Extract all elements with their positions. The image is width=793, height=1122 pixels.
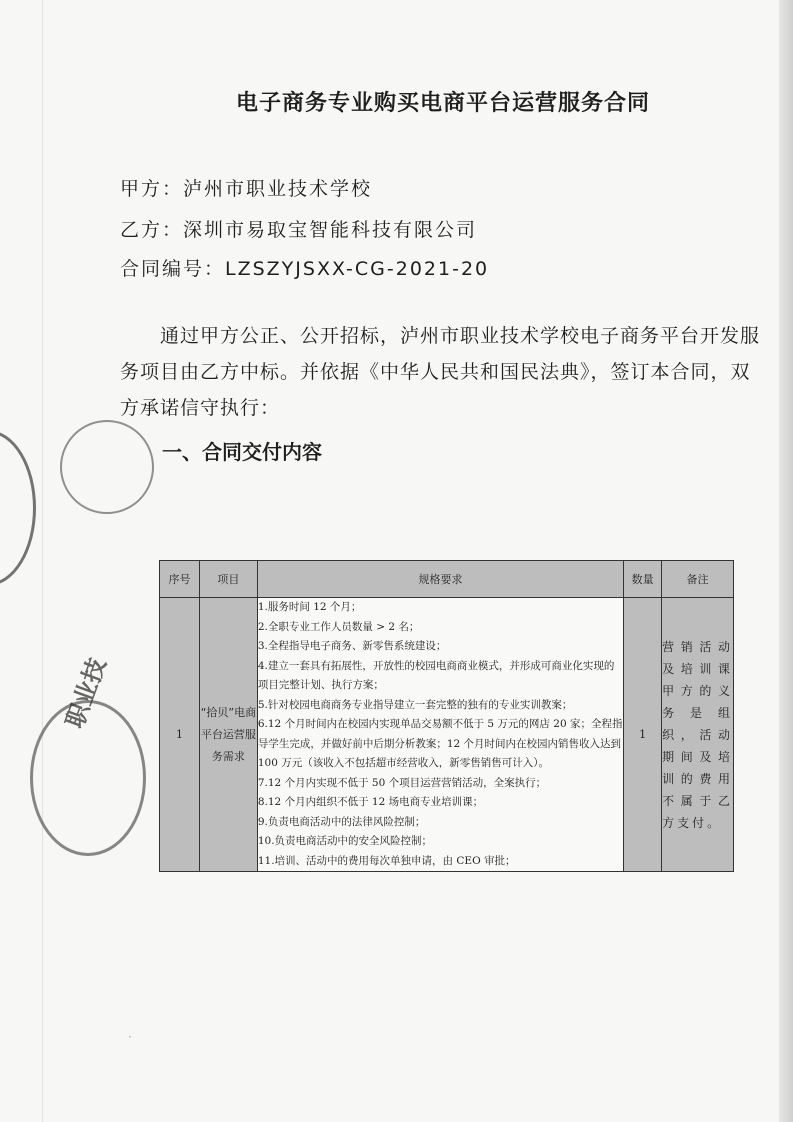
table-row bbox=[160, 598, 734, 872]
cell-requirements bbox=[257, 598, 623, 872]
cell-note: 营销活动及培训课甲方的义务是组织，活动期间及培训的费用不属于乙方支付。 bbox=[662, 598, 734, 872]
party-a: 甲方：泸州市职业技术学校 bbox=[120, 178, 373, 200]
cell-qty: 1 bbox=[624, 598, 662, 872]
official-seal-faint bbox=[60, 420, 154, 514]
header-note: 备注 bbox=[662, 561, 734, 598]
requirement-item: 7.12 个月内实现不低于 50 个项目运营营销活动，全案执行； bbox=[257, 776, 547, 789]
requirement-item: 9.负责电商活动中的法律风险控制； bbox=[257, 815, 426, 828]
requirement-item: 2.全职专业工作人员数量 > 2 名； bbox=[257, 620, 420, 633]
requirement-item: 1.服务时间 12 个月； bbox=[257, 601, 362, 613]
requirement-item: 4.建立一套具有拓展性，开放性的校园电商商业模式，并形成可商业化实现的项目完整计划、执行方案； bbox=[257, 659, 615, 691]
requirement-item: 8.12 个月内组织不低于 12 场电商专业培训课； bbox=[257, 796, 484, 808]
scan-speck: · bbox=[128, 1030, 132, 1044]
page-fold-line bbox=[42, 0, 43, 1122]
official-seal-partial bbox=[0, 430, 36, 586]
page-right-edge bbox=[779, 0, 793, 1122]
header-spec: 规格要求 bbox=[257, 561, 623, 598]
requirement-item: 3.全程指导电子商务、新零售系统建设； bbox=[257, 640, 447, 652]
requirement-item: 10.负责电商活动中的安全风险控制； bbox=[257, 835, 433, 847]
cell-item: “拾贝”电商平台运营服务需求 bbox=[199, 598, 257, 872]
header-item: 项目 bbox=[199, 561, 257, 598]
seal-text: 职业技 bbox=[60, 654, 112, 732]
party-b: 乙方：深圳市易取宝智能科技有限公司 bbox=[120, 219, 478, 241]
cell-no: 1 bbox=[160, 598, 200, 872]
contract-number: 合同编号：LZSZYJSXX-CG-2021-20 bbox=[120, 258, 490, 280]
header-no: 序号 bbox=[160, 561, 200, 598]
intro-paragraph: 通过甲方公正、公开招标，泸州市职业技术学校电子商务平台开发服务项目由乙方中标。并依据《中华人民共和国民法典》，签订本合同，双方承诺信守执行： bbox=[120, 325, 761, 419]
section-heading: 一、合同交付内容 bbox=[162, 440, 322, 464]
delivery-table bbox=[159, 560, 734, 872]
requirement-item: 11.培训、活动中的费用每次单独申请，由 CEO 审批； bbox=[257, 854, 516, 867]
document-title: 电子商务专业购买电商平台运营服务合同 bbox=[236, 91, 651, 116]
requirement-item: 6.12 个月时间内在校园内实现单品交易额不低于 5 万元的网店 20 家；全程指导学生完成，并做好前中后期分析教案；12 个月时间内在校园内销售收入达到 100 万元（该收入不包括超市经营收入，新零售销售可计入）。 bbox=[257, 718, 623, 769]
requirement-item: 5.针对校园电商商务专业指导建立一套完整的独有的专业实训教案； bbox=[257, 698, 573, 711]
header-qty: 数量 bbox=[624, 561, 662, 598]
table-header-row bbox=[160, 561, 734, 598]
